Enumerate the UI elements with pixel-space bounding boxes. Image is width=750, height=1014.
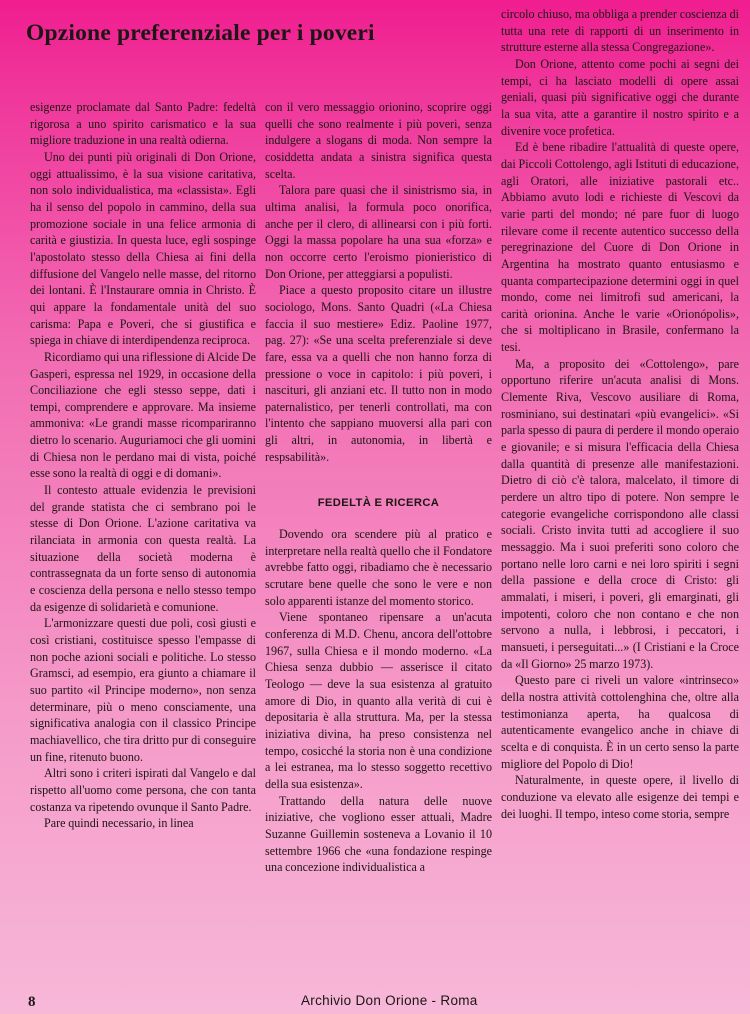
text-column-1 [30,99,256,996]
paragraph: Piace a questo proposito citare un illustre sociologo, Mons. Santo Quadri («La Chiesa faccia il suo mestiere» Ediz. Paoline 1977, pag. 27): «Se una scelta preferenziale si deve fare, essa va a quelli che non hanno forza di pressione o voce in capitolo: i più poveri, i nascituri, gli anziani etc. Il tutto non in modo paternalistico, per tenerli controllati, ma con l'intento che sappiano muoversi alla pari con gli altri, in autonomia, in libertà e respsabilità». [265,283,492,464]
paragraph: Ma, a proposito dei «Cottolengo», pare opportuno riferire un'acuta analisi di Mons. Clemente Riva, Vescovo ausiliare di Roma, rosminiano, sui destinatari «più evangelici». «Si parla spesso di paura di perdere il mondo operaio e giovanile; e si misura l'efficacia della Chiesa dalla quantità di presenze alle manifestazioni. Dietro di ciò c'è talora, malcelato, il timore di perdere un altro tipo di potere. Non sempre le categorie evangeliche corrispondono alle classi sociali. Cristo invita tutti ad accogliere il suo messaggio. Ma i suoi preferiti sono coloro che portano nelle loro carni e nei loro spiriti i segni della passione e della croce di Cristo: gli ammalati, i miseri, i poveri, gli emarginati, gli impotenti, coloro che non contano e che non servono a nulla, i lebbrosi, i peccatori, i mansueti, i perseguitati...» (I Cristiani e la Croce da «Il Giorno» 25 marzo 1973). [501,356,739,671]
text-column-2 [265,99,492,1004]
article-title: Opzione preferenziale per i poveri [26,20,375,46]
paragraph: Don Orione, attento come pochi ai segni dei tempi, ci ha lasciato modelli di opere assai geniali, quasi più significative oggi che durante la sua vita, atte a garantire il nostro spirito e a divenire voce profetica. [501,56,739,138]
paragraph: L'armonizzare questi due poli, così giusti e così cristiani, costituisce spesso l'empasse di non poche azioni sociali e politiche. Lo stesso Gramsci, ad esempio, era giunto a chiamare il suo partito «il Principe moderno», non senza determinare, più o meno consciamente, una significativa analogia con il classico Principe machiavellico, che tira dritto pur di conseguire un fine, ritenuto buono. [30,616,256,764]
text-column-3 [501,6,739,1006]
paragraph: Altri sono i criteri ispirati dal Vangelo e dal rispetto all'uomo come persona, che con tanta costanza va ripetendo ovunque il Santo Padre. [30,766,256,814]
paragraph: con il vero messaggio orionino, scoprire oggi quelli che sono realmente i più poveri, senza indulgere a slogans di moda. Non sempre la cosiddetta andata a sinistra significa questa scelta. [265,100,492,181]
paragraph: Dovendo ora scendere più al pratico e interpretare nella realtà quello che il Fondatore avrebbe fatto oggi, ribadiamo che è necessario scrutare bene quelle che sono le vere e non solo apparenti istanze del momento storico. [265,527,492,608]
paragraph: Ricordiamo qui una riflessione di Alcide De Gasperi, espressa nel 1929, in occasione della Conciliazione che egli stesso seppe, dati i tempi, comprendere e approvare. Ma insieme ammoniva: «Le grandi masse ricompariranno dietro lo scenario. Auguriamoci che gli uomini di Chiesa non le perdano mai di vista, poiché esse sono la realtà di oggi e di domani». [30,349,256,481]
paragraph: Talora pare quasi che il sinistrismo sia, in ultima analisi, la formula poco onorifica, anche per il clero, di allinearsi con i più forti. Oggi la massa popolare ha una sua «forza» e non occorre certo l'eroismo pionieristico di Don Orione, per atteggiarsi a populisti. [265,183,492,281]
paragraph: Viene spontaneo ripensare a un'acuta conferenza di M.D. Chenu, ancora dell'ottobre 1967, sulla Chiesa e il mondo moderno. «La Chiesa senza dubbio — asserisce il citato Teologo — deve la sua esistenza al gratuito amore di Dio, in quanto alla verità di cui è depositaria è alla struttura. Ma, per la stessa iniziativa divina, ha preso consistenza nel tempo, cosicché la storia non è una condizione a lei estranea, ma lo stesso soggetto recettivo della sua esistenza». [265,610,492,791]
paragraph: Pare quindi necessario, in linea [44,816,194,831]
section-subheading: FEDELTÀ E RICERCA [317,497,440,510]
paragraph: Trattando della natura delle nuove iniziative, che vogliono esser attuali, Madre Suzanne Guillemin sosteneva a Lovanio il 10 settembre 1966 che «una fondazione respinge una concezione individualistica a [265,793,492,875]
paragraph: Ed è bene ribadire l'attualità di queste opere, dai Piccoli Cottolengo, agli Istituti di educazione, agli Oratori, alle iniziative pastorali etc.. Abbiamo avuto lodi e richieste di Vescovi da varie parti del mondo; né pare fuor di luogo rilevare come il recente autentico successo della peregrinazione del Cuore di Don Orione in Argentina ha mostrato quanto entusiasmo e quanta compartecipazione determini oggi in quel mondo, come nei limitrofi sud americani, la carità orionina. Anche le varie «Orionópolis», che si moltiplicano in Brasile, confermano la tesi. [501,140,739,355]
archive-footer: Archivio Don Orione - Roma [301,993,478,1008]
page-number: 8 [28,994,36,1010]
paragraph: Questo pare ci riveli un valore «intrinseco» della nostra attività cottolenghina che, oltre alla testimonianza aperta, ha qualcosa di autenticamente evangelico anche in chiave di scelta e di conquista. È in un certo senso la parte migliore del Popolo di Dio! [501,673,739,771]
paragraph: esigenze proclamate dal Santo Padre: fedeltà rigorosa a uno spirito carismatico e la sua migliore traduzione in una realtà odierna. [30,100,256,148]
paragraph: Uno dei punti più originali di Don Orione, oggi attualissimo, è la sua visione caritativa, non solo individualistica, ma «classista». Egli ha il senso del popolo in cammino, della sua promozione sociale in una felice armonia di carità e giustizia. In questa luce, egli sospinge l'apostolato stesso della Chiesa ai fini della diffusione del Vangelo nelle masse, del ritorno dei lontani. È l'Instaurare omnia in Christo. È qui appare la fondamentale unità del suo carisma: Papa e Poveri, che si giustifica e spiega in chiave di interdipendenza reciproca. [30,149,256,348]
paragraph: circolo chiuso, ma obbliga a prender coscienza di tutta una rete di rapporti di un inserimento in strutture esterne alla stessa Congregazione». [501,7,739,55]
paragraph: Il contesto attuale evidenzia le previsioni del grande statista che ci sembrano poi le stesse di Don Orione. L'azione caritativa va rilanciata in armonia con questa realtà. La situazione della società moderna è contrassegnata da un forte senso di autonomia e coscienza della persona e nello stesso tempo da esigenze di solidarietà e comunione. [30,483,256,614]
paragraph: Naturalmente, in queste opere, il livello di conduzione va elevato alle esigenze dei tempi e dei luoghi. Il tempo, inteso come storia, sempre [501,773,739,821]
